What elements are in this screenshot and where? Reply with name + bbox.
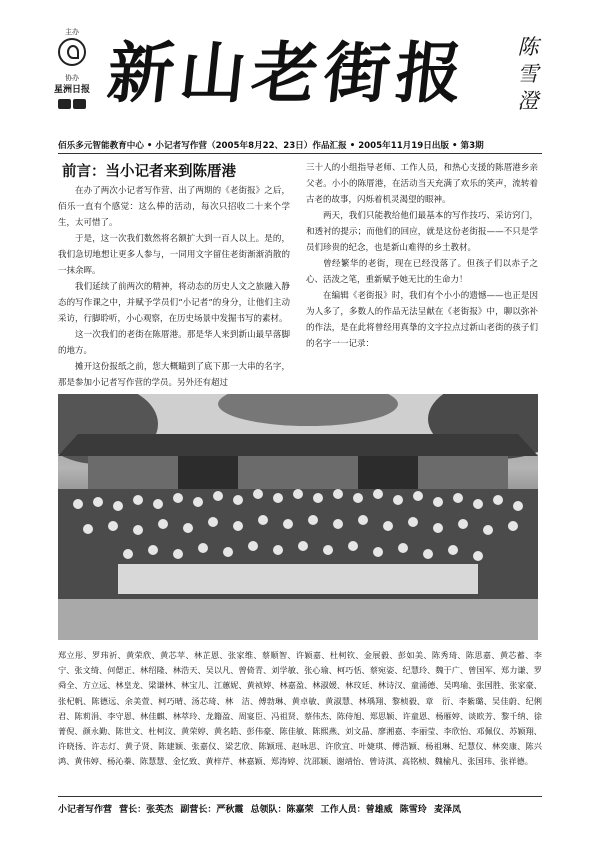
- article-paragraph: 摊开这份报纸之前，您大概瞄到了底下那一大串的名字，那是参加小记者写作营的学员。另外还有超过: [58, 362, 290, 388]
- article-column-right: [306, 160, 538, 352]
- sponsor-badges: [52, 28, 92, 138]
- article-heading: 前言：当小记者来到陈厝港: [62, 163, 236, 180]
- credit-item: 小记者写作营: [58, 805, 113, 815]
- article-column-left: [58, 183, 290, 391]
- co-organizer-name: 星洲日报: [53, 85, 90, 95]
- newspaper-logo-icon: [56, 97, 88, 111]
- organizer-label: 主办: [65, 28, 79, 36]
- credit-item: 总领队：陈嘉荣: [250, 805, 314, 815]
- credit-item: 副营长：严秋霞: [180, 805, 244, 815]
- masthead-title: 新山老街报: [103, 34, 473, 112]
- article-paragraph: 三十人的小组指导老师、工作人员，和热心支援的陈厝港乡亲父老。小小的陈厝港，在活动当天充满了欢乐的笑声，流转着古老的故事，闪烁着机灵渴望的眼神。: [306, 163, 538, 205]
- article-paragraph: 这一次我们的老街在陈厝港。那是华人来到新山最早落脚的地方。: [58, 330, 290, 356]
- divider-bottom: [58, 796, 542, 797]
- divider-top: [58, 153, 542, 154]
- article-paragraph: 于是，这一次我们数然将名额扩大到一百人以上。是的，我们急切地想让更多人参与，一同用文字留住老街渐渐消散的一抹余晖。: [58, 234, 290, 276]
- article-paragraph: 在编辑《老街报》时，我们有个小小的遗憾——也正是因为人多了，多数人的作品无法呈献在《老街报》中，聊以弥补的作法，是在此将曾经用真挚的文字拉点过新山老街的孩子们的名字一一记录：: [306, 291, 538, 349]
- co-organizer-label: 协办: [65, 74, 79, 82]
- masthead-author: 陈雪澄: [517, 35, 539, 113]
- article-paragraph: 曾经繁华的老街，现在已经没落了。但孩子们以赤子之心、活泼之笔，重新赋予她无比的生命力！: [306, 259, 538, 285]
- article-paragraph: 我们延续了前两次的精神，将动态的历史人文之旅融入静态的写作课之中，并赋予学员们“小记者”的身分，让他们主动采访，行脚聆听，小心观察，在历史场景中发掘书写的素材。: [58, 282, 290, 324]
- participant-names: 郑立彤、罗玮祈、黄荣欣、黄芯苹、林芷恩、张家维、蔡顺智、许颖嘉、杜柯钦、金展毅、彭如美、陈秀琦、陈思嘉、黄芯蓄、李 宁、张文绮、何偲正、林绍隆、林浩天、吴以凡、曾倚青、刘学敏、张心瑜、柯巧恬、蔡宛姿、纪慧玲、魏于广、曾国军、郑力谦、罗舜全、方立远、林皇龙、梁谦林、林宝儿、江蕙妮、黄祯婷、林嘉盈、林淑媛、林玟廷、林诗汉、童涌德、吴鸣瑜、张国胜、张家豪、张杞帆、陈德远、余美萱、柯巧晴、汤芯琦、林 洁、傅勃琳、黄卓敏、黄淑慧、林瑀翔、黎桢毅、章 衍、李紫璐、吴佳蔚、纪俐君、陈莉涓、李守恩、林佳麒、林萃玲、龙籍盈、周宴臣、冯祖贤、蔡伟杰、陈侍旭、郑思颖、许童恩、杨雁婷、谈欧芳、黎千纳、徐菁倪、颜永勤、陈世文、杜柯汶、黄荣婷、黄名皓、彭伟豪、陈佳敏、陈熙燕、刘文晶、廖湘嘉、李丽莹、李欣怡、邓佩仪、苏颖翔、许晓扬、许志灯、黄子贤、陈建颖、张嘉仪、梁艺欣、陈颖瑶、赵咏思、许欣宜、叶婕琪、傅浩颖、杨祖琳、纪慧仪、林奕康、陈兴鸿、黄伟婷、杨沁蓁、陈慧慧、金忆致、黄梓芹、林嘉颖、郑涛婷、沈邵颖、谢靖怡、曾诗淇、高铭桢、魏榆凡、张国玮、张祥德。: [58, 650, 551, 767]
- article-paragraph: 两天，我们只能教给他们最基本的写作技巧、采访窍门，和透衬的提示；而他们的回应，就是这份老街报——不只是学员们珍贵的纪念，也是新山难得的乡土教材。: [306, 211, 538, 253]
- credit-item: 工作人员：曾雄威: [320, 805, 393, 815]
- group-photo: [58, 394, 538, 640]
- staff-credits: [58, 802, 542, 815]
- credit-item: 陈雪玲: [399, 805, 427, 815]
- group-photo-drawing: [58, 394, 538, 640]
- credit-item: 营长：张英杰: [119, 805, 174, 815]
- article-paragraph: 在办了两次小记者写作营、出了两期的《老街报》之后，佰乐一直有个感觉：这么棒的活动，每次只招收二十来个学生，太可惜了。: [58, 186, 290, 228]
- credit-item: 麦泽凤: [433, 805, 461, 815]
- organizer-logo-icon: [58, 38, 86, 66]
- issue-subtitle: 佰乐多元智能教育中心 • 小记者写作营（2005年8月22、23日）作品汇报 • 2005年11月19日出版 • 第3期: [58, 141, 484, 151]
